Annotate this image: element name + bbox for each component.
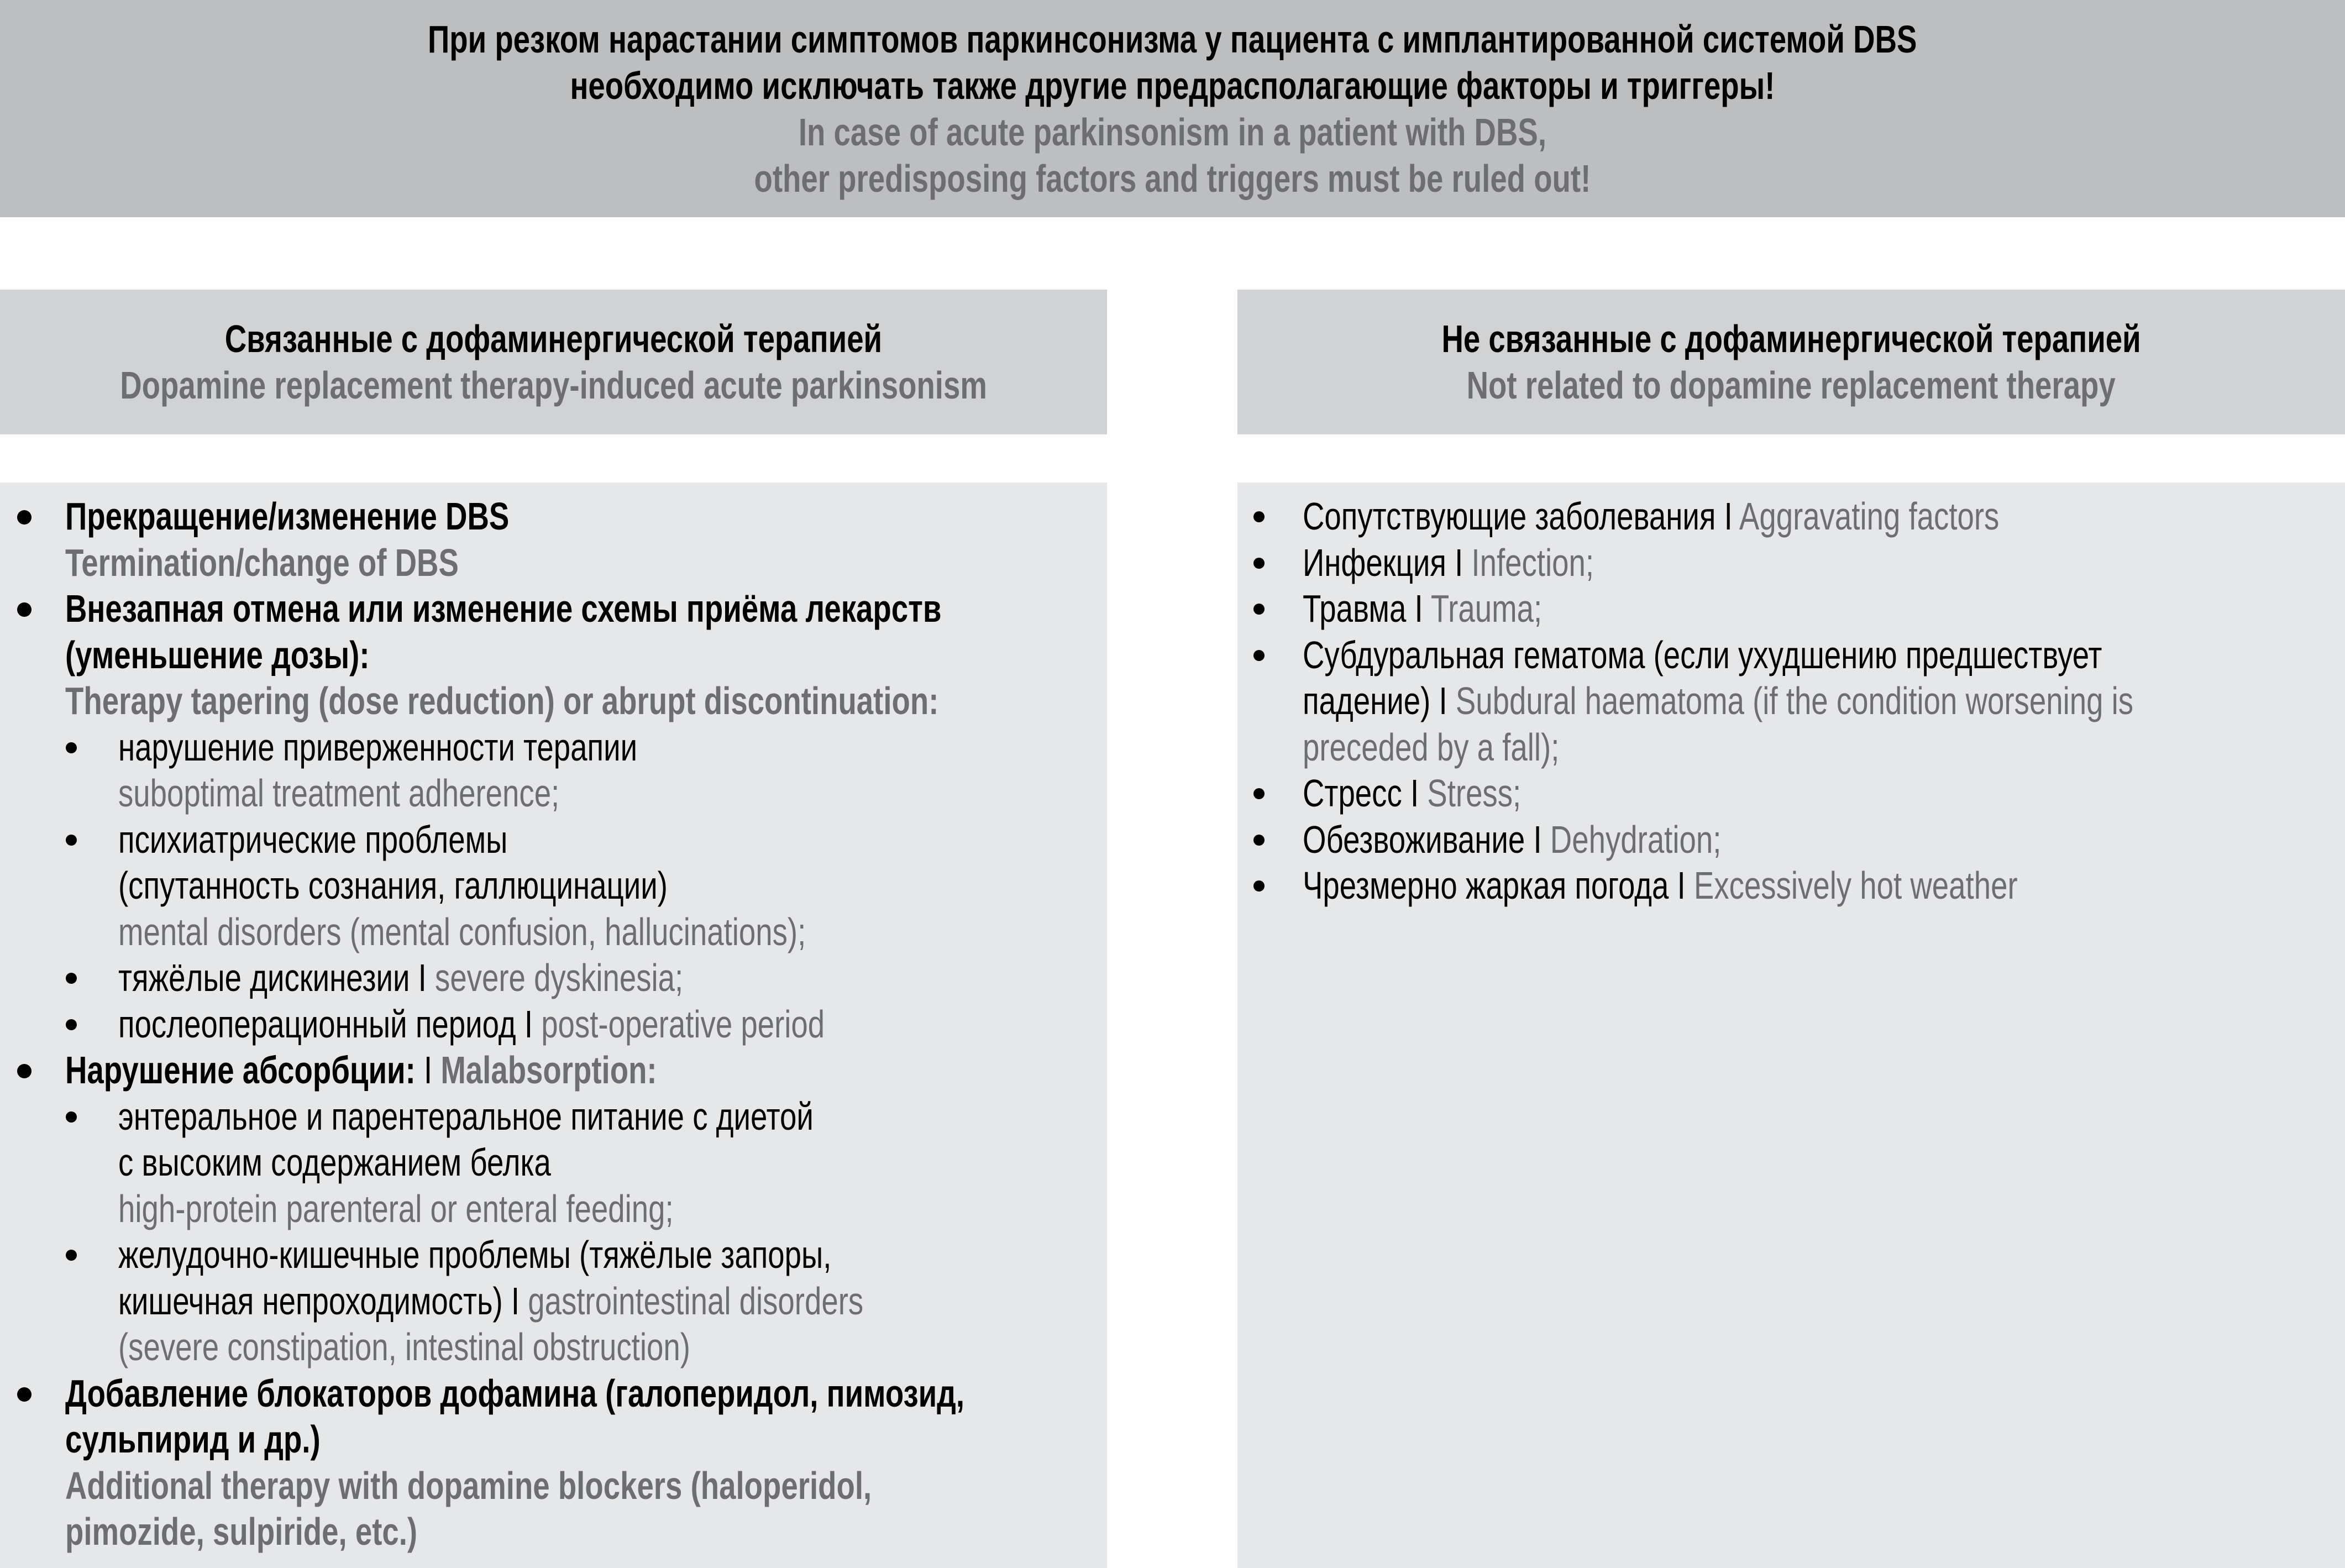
list-item-infection: Инфекция I Infection; <box>1237 540 2345 586</box>
sublist-item-postoperative: послеоперационный период I post-operative period <box>0 1001 1107 1048</box>
list-item-aggravating-factors: Сопутствующие заболевания I Aggravating factors <box>1237 494 2345 540</box>
bullet-icon <box>66 1111 77 1123</box>
separator: I <box>1406 587 1431 630</box>
left-panel-dopamine-related <box>0 483 1107 1568</box>
bullet-icon <box>1253 650 1265 661</box>
bullet-icon <box>66 835 77 846</box>
sublist-item-adherence: нарушение приверженности терапии suboptimal treatment adherence; <box>0 725 1107 817</box>
left-header-ru: Связанные с дофаминергической терапией <box>224 317 883 360</box>
sublist-item-feeding: энтеральное и парентеральное питание с диетой с высоким содержанием белка high-protein parenteral or enteral feeding; <box>0 1094 1107 1233</box>
left-header-en: Dopamine replacement therapy-induced acute parkinsonism <box>120 364 987 407</box>
separator: I <box>1669 864 1694 907</box>
separator: I <box>1446 541 1472 584</box>
banner-ru-line-2: необходимо исключать также другие предрасполагающие факторы и триггеры! <box>570 64 1775 107</box>
separator: I <box>415 1048 441 1092</box>
bullet-icon <box>17 1387 32 1402</box>
list-item-dehydration: Обезвоживание I Dehydration; <box>1237 817 2345 863</box>
bullet-icon <box>1253 880 1265 891</box>
list-item-dopamine-blockers: Добавление блокаторов дофамина (галоперидол, пимозид, сульпирид и др.) Additional therapy with dopamine blockers (haloperidol, pimozide, sulpiride, etc.) <box>0 1371 1107 1555</box>
separator: I <box>410 956 436 999</box>
banner-ru-line-1: При резком нарастании симптомов паркинсонизма у пациента с имплантированной системой DBS <box>428 17 1917 61</box>
separator: I <box>1525 817 1550 861</box>
bullet-icon <box>66 1019 77 1030</box>
separator: I <box>1716 495 1739 538</box>
list-item-dbs-termination: Прекращение/изменение DBS Termination/change of DBS <box>0 494 1107 586</box>
left-column-header <box>0 290 1107 434</box>
list-item-subdural-haematoma: Субдуральная гематома (если ухудшению предшествует падение) I Subdural haematoma (if the condition worsening is preceded by a fall); <box>1237 632 2345 771</box>
bullet-icon <box>17 510 32 525</box>
list-item-hot-weather: Чрезмерно жаркая погода I Excessively hot weather <box>1237 863 2345 909</box>
bullet-icon <box>1253 788 1265 799</box>
separator: I <box>1402 772 1428 815</box>
separator: I <box>516 1002 542 1046</box>
right-header-en: Not related to dopamine replacement therapy <box>1466 364 2116 407</box>
separator: I <box>1430 679 1456 722</box>
bullet-icon <box>1253 604 1265 615</box>
list-item-malabsorption: Нарушение абсорбции: I Malabsorption: <box>0 1047 1107 1094</box>
banner-en-line-1: In case of acute parkinsonism in a patient with DBS, <box>798 110 1547 154</box>
bullet-icon <box>66 742 77 753</box>
separator: I <box>502 1279 528 1323</box>
bullet-icon <box>17 602 32 617</box>
banner-en-line-2: other predisposing factors and triggers must be ruled out! <box>754 156 1591 200</box>
sublist-item-dyskinesia: тяжёлые дискинезии I severe dyskinesia; <box>0 955 1107 1001</box>
list-item-therapy-tapering: Внезапная отмена или изменение схемы приёма лекарств (уменьшение дозы): Therapy tapering (dose reduction) or abrupt discontinuation: <box>0 586 1107 725</box>
right-column-header <box>1237 290 2345 434</box>
sublist-item-psychiatric: психиатрические проблемы (спутанность сознания, галлюцинации) mental disorders (mental confusion, hallucinations); <box>0 817 1107 956</box>
sublist-item-gastrointestinal: желудочно-кишечные проблемы (тяжёлые запоры, кишечная непроходимость) I gastrointestinal disorders (severe constipation, intestinal obstruction) <box>0 1232 1107 1371</box>
bullet-icon <box>1253 511 1265 522</box>
bullet-icon <box>17 1064 32 1078</box>
right-header-ru: Не связанные с дофаминергической терапией <box>1441 317 2141 360</box>
list-item-trauma: Травма I Trauma; <box>1237 586 2345 632</box>
bullet-icon <box>66 973 77 984</box>
bullet-icon <box>1253 835 1265 846</box>
bullet-icon <box>66 1250 77 1261</box>
warning-banner <box>0 0 2345 217</box>
list-item-stress: Стресс I Stress; <box>1237 770 2345 817</box>
right-panel-not-dopamine-related <box>1237 483 2345 1568</box>
bullet-icon <box>1253 558 1265 569</box>
